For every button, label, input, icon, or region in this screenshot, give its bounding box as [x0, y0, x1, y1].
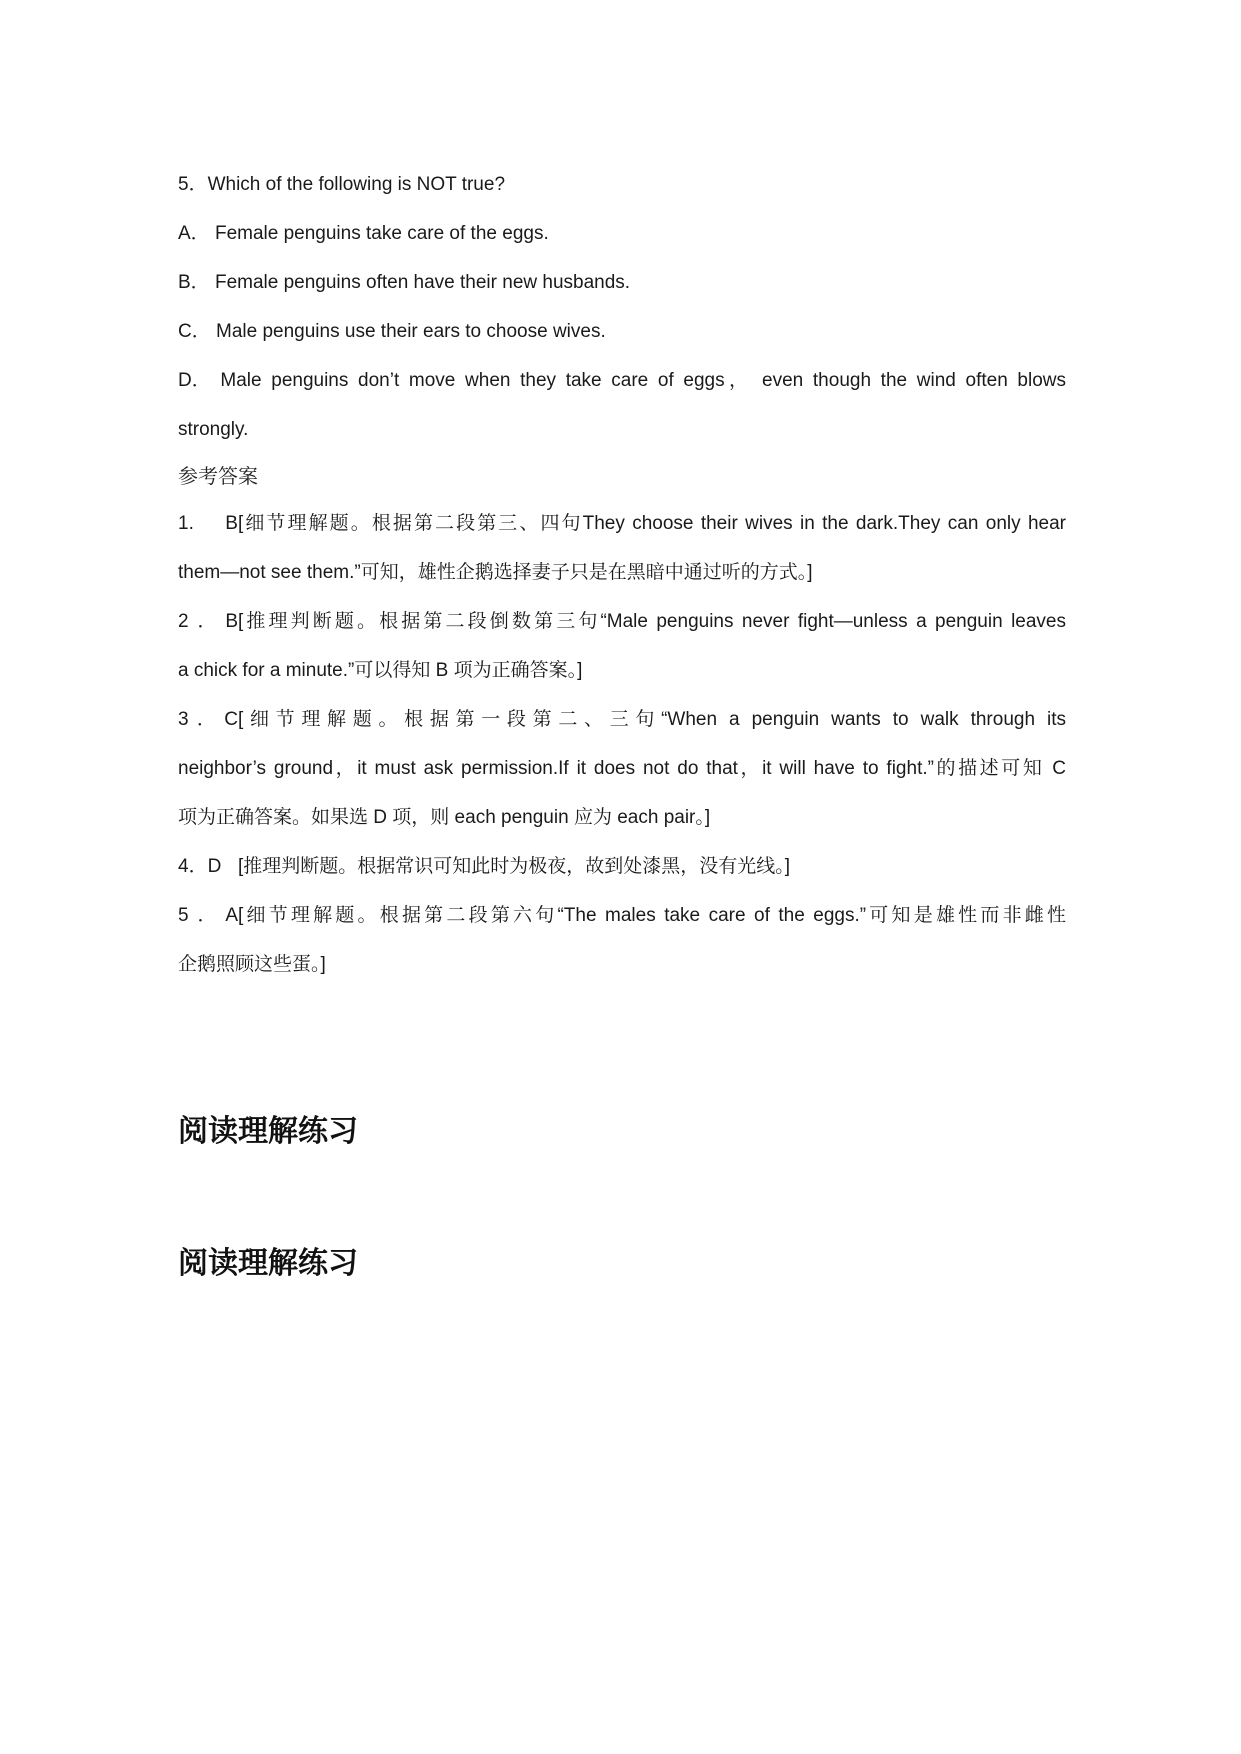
- content-body: [178, 160, 1066, 989]
- answer-2-line-1: [178, 597, 1066, 646]
- answer-key-label: 参考答案: [178, 464, 258, 488]
- answer-5-line-2: 企鹅照顾这些蛋。]: [178, 954, 326, 975]
- answer-5-line-1: [178, 891, 1066, 940]
- answer-3-line-2: neighbor’s ground，it must ask permission.If it does not do that，it will have to fight.”的描述可知 C: [178, 758, 1066, 779]
- option-label: C．: [178, 321, 211, 342]
- option-d-continuation: strongly.: [178, 419, 249, 440]
- answer-label: 3．C: [178, 709, 238, 730]
- option-text: Male penguins don’t move when they take care of eggs， even though the wind often blows: [220, 370, 1066, 391]
- answer-1-line-1: [178, 499, 1066, 548]
- answer-3-line-3: 项为正确答案。如果选 D 项，则 each penguin 应为 each pair。]: [178, 807, 711, 828]
- answer-2-line-2: a chick for a minute.”可以得知 B 项为正确答案。]: [178, 660, 583, 681]
- option-text: Female penguins often have their new husbands.: [214, 272, 631, 293]
- option-c: [178, 307, 1066, 356]
- answer-4-line-1: [178, 842, 1066, 891]
- option-text: Male penguins use their ears to choose wives.: [216, 321, 606, 342]
- answer-text: [细节理解题。根据第二段第六句“The males take care of the eggs.”可知是雄性而非雌性: [238, 905, 1066, 926]
- section-heading: 阅读理解练习: [178, 1114, 358, 1149]
- option-text: Female penguins take care of the eggs.: [214, 223, 549, 244]
- answer-label: 2．B: [178, 611, 238, 632]
- question-stem: 5．Which of the following is NOT true?: [178, 174, 506, 195]
- answer-3-line-1: [178, 695, 1066, 744]
- answer-label: 5．A: [178, 905, 238, 926]
- section-heading: 阅读理解练习: [178, 1246, 358, 1281]
- answer-text: [推理判断题。根据常识可知此时为极夜，故到处漆黑，没有光线。]: [238, 856, 791, 877]
- option-label: D．: [178, 370, 211, 391]
- answer-1-line-2: them—not see them.”可知，雄性企鹅选择妻子只是在黑暗中通过听的方式。]: [178, 562, 813, 583]
- answer-text: [推理判断题。根据第二段倒数第三句“Male penguins never fight—unless a penguin leaves: [238, 611, 1066, 632]
- answer-label: 4．D: [178, 856, 222, 877]
- answer-text: [细节理解题。根据第一段第二、三句“When a penguin wants to walk through its: [238, 709, 1066, 730]
- option-label: B．: [178, 272, 210, 293]
- option-label: A．: [178, 223, 210, 244]
- answer-text: [细节理解题。根据第二段第三、四句They choose their wives in the dark.They can only hear: [238, 513, 1066, 534]
- option-a: [178, 209, 1066, 258]
- option-d: [178, 356, 1066, 405]
- answer-label: 1. B: [178, 513, 238, 534]
- option-b: [178, 258, 1066, 307]
